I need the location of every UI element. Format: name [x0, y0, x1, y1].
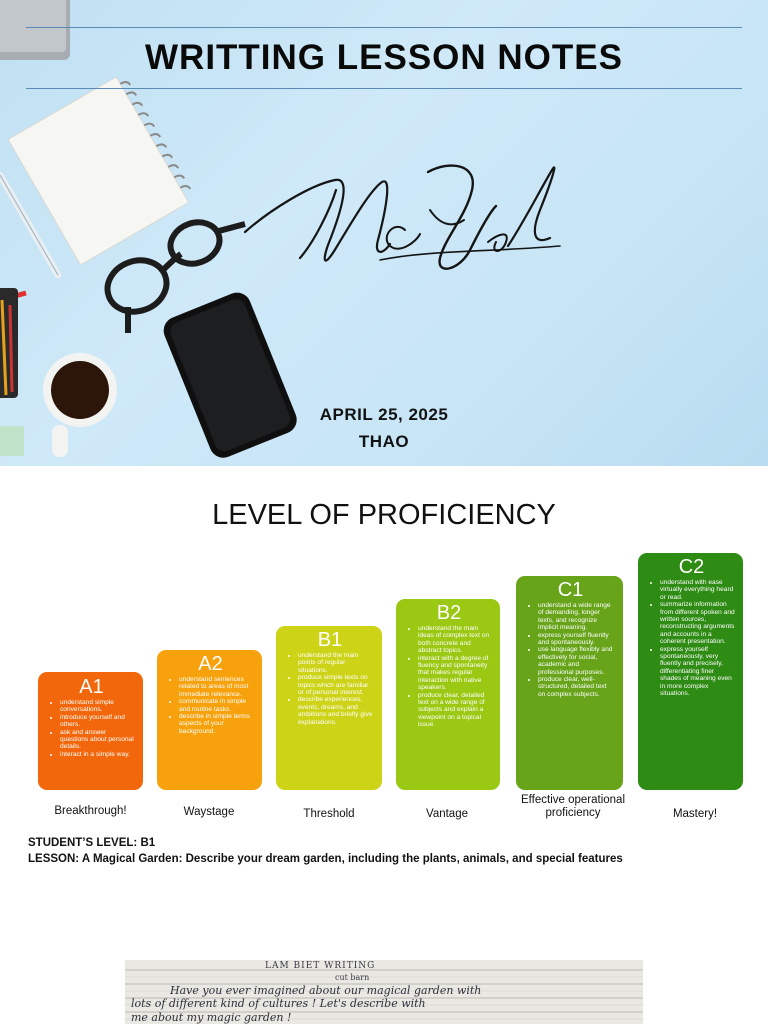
- level-code: A1: [79, 676, 104, 698]
- level-code: C1: [557, 579, 584, 601]
- stage-label-b1: Threshold: [303, 808, 355, 820]
- level-points: [48, 699, 135, 758]
- level-point: • produce simple texts on topics which are familiar or of personal interest.: [298, 674, 374, 696]
- level-code: A2: [198, 653, 223, 675]
- level-point: • understand the main points of regular situations.: [298, 652, 374, 674]
- level-points: [167, 676, 254, 735]
- level-card-b1: [276, 626, 382, 790]
- level-points: [286, 652, 374, 726]
- level-points: [648, 579, 735, 698]
- level-point: • produce clear, detailed text on a wide range of subjects and explain a viewpoint on a topical issue.: [418, 692, 492, 729]
- level-points: [406, 625, 492, 729]
- level-card-a1: [38, 672, 143, 790]
- notebook-line: me about my magic garden !: [131, 1011, 292, 1024]
- handwritten-notebook-photo: [125, 960, 643, 1024]
- level-card-b2: [396, 599, 500, 790]
- notebook-line: lots of different kind of cultures ! Let's describe with: [131, 997, 426, 1010]
- level-point: • ask and answer questions about personal details.: [60, 729, 135, 751]
- notebook-subheading: cut barn: [335, 973, 370, 982]
- level-point: • describe experiences, events, dreams, and ambitions and briefly give explanations.: [298, 696, 374, 726]
- level-point: • introduce yourself and others.: [60, 714, 135, 729]
- stage-label-c2: Mastery!: [672, 808, 718, 820]
- level-point: • understand the main ideas of complex text on both concrete and abstract topics.: [418, 625, 492, 655]
- level-code: C2: [678, 556, 705, 578]
- level-point: • communicate in simple and routine tasks.: [179, 698, 254, 713]
- level-points: [526, 602, 615, 698]
- level-point: • interact in a simple way.: [60, 751, 135, 758]
- student-level: STUDENT’S LEVEL: B1: [28, 837, 156, 849]
- level-card-a2: [157, 650, 262, 790]
- top-rule: [26, 27, 742, 28]
- cover-author: THAO: [358, 432, 410, 451]
- cover-title: WRITTING LESSON NOTES: [145, 38, 623, 77]
- cover-section: [0, 0, 768, 466]
- proficiency-title: LEVEL OF PROFICIENCY: [212, 499, 556, 531]
- level-code: B1: [317, 629, 343, 651]
- stage-label-c1: Effective operational proficiency: [521, 794, 625, 819]
- bottom-rule: [26, 88, 742, 89]
- level-point: • understand with ease virtually everything heard or read.: [660, 579, 735, 601]
- level-card-c1: [516, 576, 623, 790]
- level-point: • describe in simple terms aspects of your background.: [179, 713, 254, 735]
- level-point: • interact with a degree of fluency and spontaneity that makes regular interaction with native speakers.: [418, 655, 492, 692]
- stage-label-a1: Breakthrough!: [54, 805, 127, 817]
- notebook-line: Have you ever imagined about our magical garden with: [170, 984, 482, 997]
- stage-label-b2: Vantage: [426, 808, 468, 820]
- level-point: • summarize information from different spoken and written sources, reconstructing arguments and accounts in a coherent presentation.: [660, 601, 735, 645]
- lesson-line: LESSON: A Magical Garden: Describe your dream garden, including the plants, animals, and special features: [28, 853, 623, 865]
- level-point: • understand simple conversations.: [60, 699, 135, 714]
- notebook-heading: LAM BIET WRITING: [265, 961, 376, 971]
- level-point: • produce clear, well-structured, detailed text on complex subjects.: [538, 676, 615, 698]
- level-point: • understand a wide range of demanding, longer texts, and recognize implicit meaning.: [538, 602, 615, 632]
- level-point: • understand sentences related to areas of most immediate relevance.: [179, 676, 254, 698]
- stage-label-a2: Waystage: [183, 806, 235, 818]
- level-point: • express yourself fluently and spontaneously.: [538, 632, 615, 647]
- level-point: • express yourself spontaneously, very fluently and precisely, differentiating finer shades of meaning even in more complex situations.: [660, 646, 735, 698]
- level-card-c2: [638, 553, 743, 790]
- cover-date: APRIL 25, 2025: [319, 405, 449, 424]
- level-point: • use language flexibly and effectively for social, academic and professional purposes.: [538, 646, 615, 676]
- signature-logo: [240, 150, 570, 280]
- level-code: B2: [436, 602, 462, 624]
